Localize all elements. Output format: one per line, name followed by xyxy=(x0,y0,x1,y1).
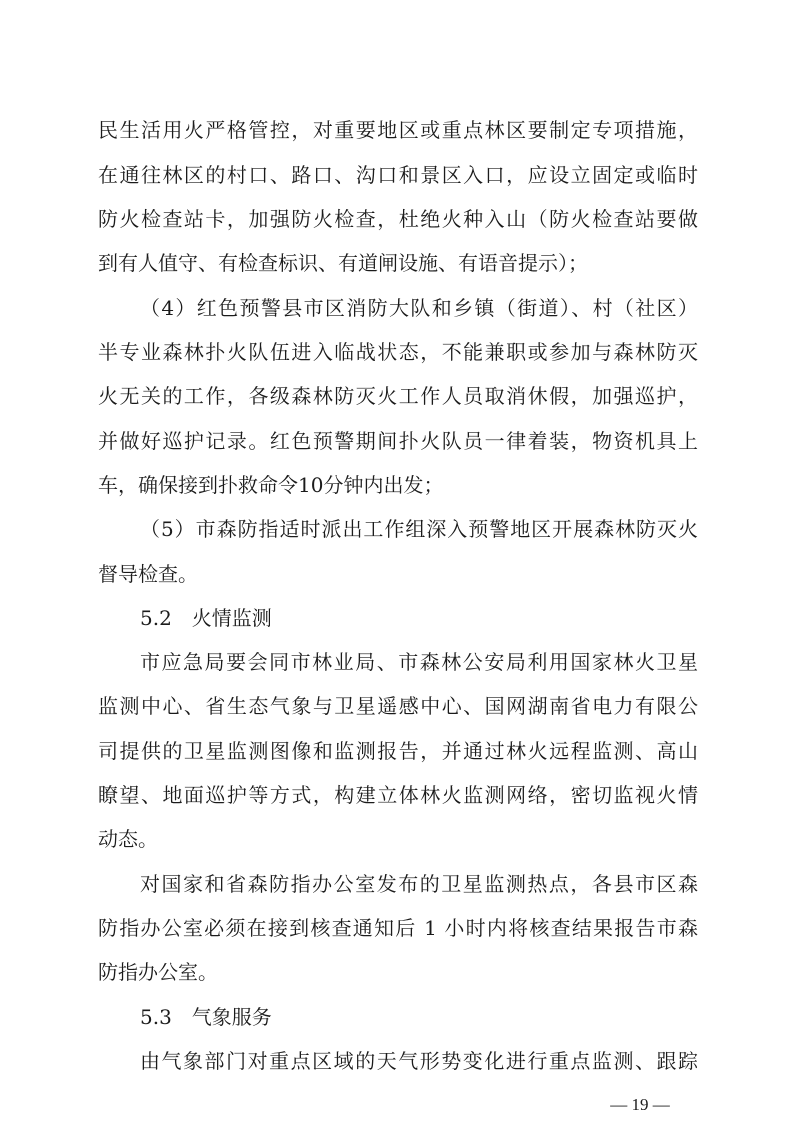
body-text-line: 司提供的卫星监测图像和监测报告，并通过林火远程监测、高山 xyxy=(98,739,698,763)
paragraph-start-line: 对国家和省森防指办公室发布的卫星监测热点，各县市区森 xyxy=(140,872,698,896)
page-number: — 19 — xyxy=(610,1095,670,1114)
paragraph-start-line: 市应急局要会同市林业局、市森林公安局利用国家林火卫星 xyxy=(140,650,698,674)
body-text-line: 瞭望、地面巡护等方式，构建立体林火监测网络，密切监视火情 xyxy=(98,783,698,807)
section-heading: 5.2 火情监测 xyxy=(140,606,272,630)
body-text-line: 动态。 xyxy=(98,827,158,851)
body-text-line: 并做好巡护记录。红色预警期间扑火队员一律着装，物资机具上 xyxy=(98,429,698,453)
body-text-line: 督导检查。 xyxy=(98,562,198,586)
paragraph-start-line: （5）市森防指适时派出工作组深入预警地区开展森林防灭火 xyxy=(140,517,698,541)
body-text-line: 半专业森林扑火队伍进入临战状态，不能兼职或参加与森林防灭 xyxy=(98,340,698,364)
body-text-line: 到有人值守、有检查标识、有道闸设施、有语音提示）； xyxy=(98,251,588,275)
section-heading: 5.3 气象服务 xyxy=(140,1005,272,1029)
body-text-line: 监测中心、省生态气象与卫星遥感中心、国网湖南省电力有限公 xyxy=(98,694,698,718)
body-text-line: 民生活用火严格管控，对重要地区或重点林区要制定专项措施， xyxy=(98,118,698,142)
body-text-line: 防指办公室必须在接到核查通知后 1 小时内将核查结果报告市森 xyxy=(98,916,698,940)
body-text-line: 防火检查站卡，加强防火检查，杜绝火种入山（防火检查站要做 xyxy=(98,207,698,231)
body-text-line: 火无关的工作，各级森林防灭火工作人员取消休假，加强巡护， xyxy=(98,384,698,408)
paragraph-start-line: 由气象部门对重点区域的天气形势变化进行重点监测、跟踪 xyxy=(140,1049,698,1073)
body-text-line: 车，确保接到扑救命令10分钟内出发； xyxy=(98,473,444,497)
body-text-line: 在通往林区的村口、路口、沟口和景区入口，应设立固定或临时 xyxy=(98,163,698,187)
body-text-line: 防指办公室。 xyxy=(98,960,218,984)
paragraph-start-line: （4）红色预警县市区消防大队和乡镇（街道）、村（社区） xyxy=(140,296,698,320)
